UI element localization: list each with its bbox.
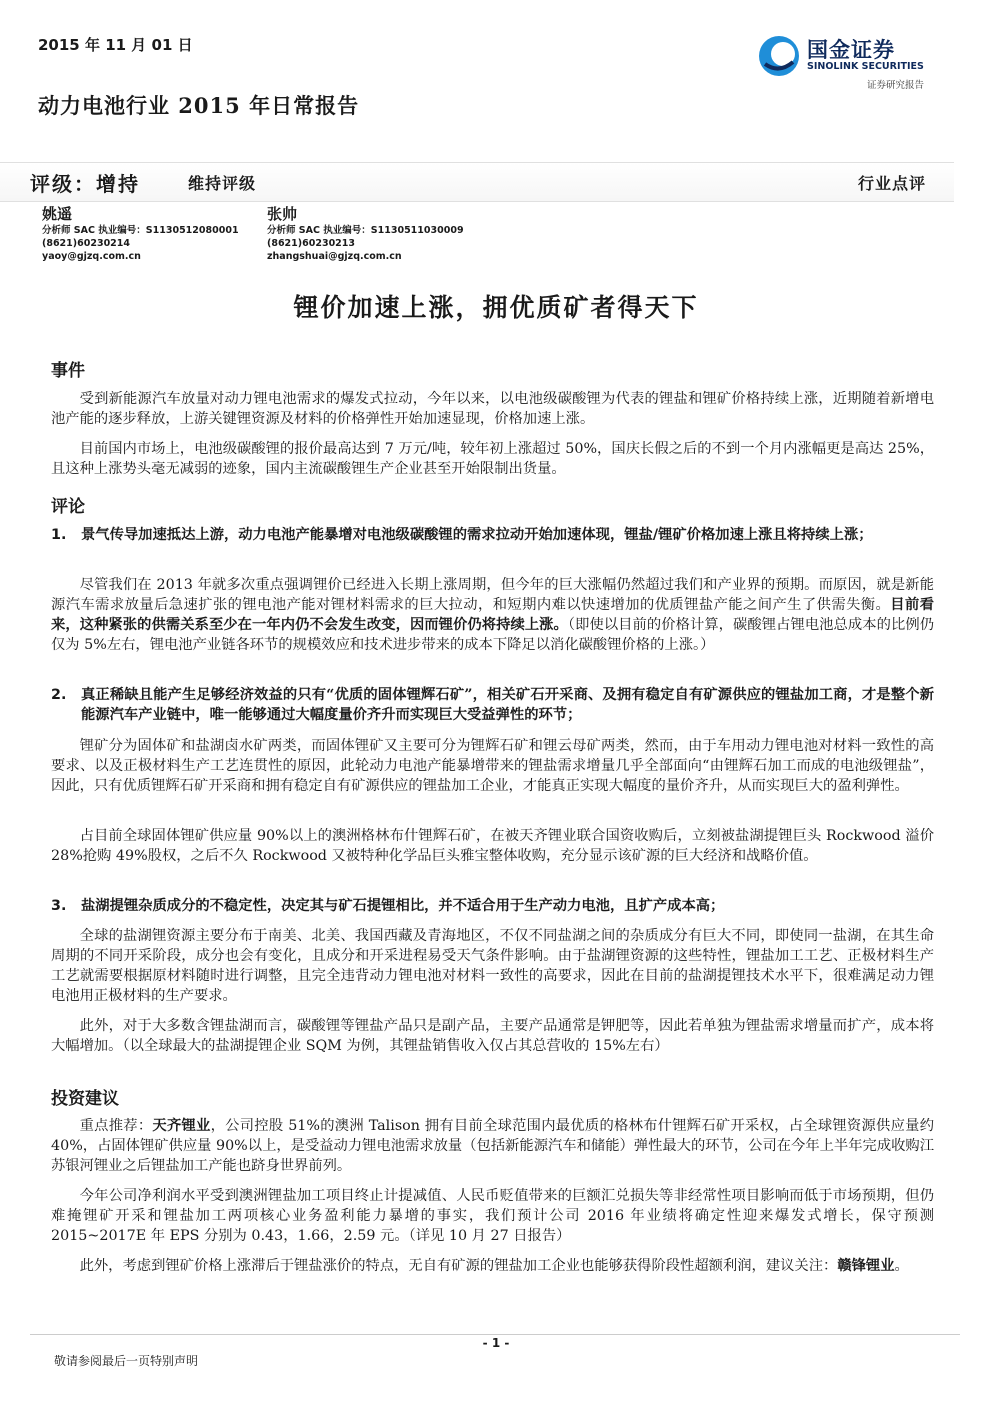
footer-disclaimer: 敬请参阅最后一页特别声明	[54, 1354, 199, 1368]
item-text: 景气传导加速抵达上游，动力电池产能暴增对电池级碳酸锂的需求拉动开始加速体现，锂盐/锂矿价格加速上涨且将持续上涨；	[81, 527, 873, 543]
rating-label: 评级：增持	[30, 172, 140, 196]
para-text: 尽管我们在 2013 年就多次重点强调锂价已经进入长期上涨周期，但今年的巨大涨幅仍然超过我们和产业界的预期。而原因，就是新能源汽车需求放量后急速扩张的锂电池产能对锂材料需求的巨大拉动，和短期内难以快速增加的优质锂盐产能之间产生了供需失衡。	[51, 577, 934, 613]
item-paragraph: 全球的盐湖锂资源主要分布于南美、北美、我国西藏及青海地区，不仅不同盐湖之间的杂质成分有巨大不同，即使同一盐湖，在其生命周期的不同开采阶段，成分也会有变化，且成分和开采进程易受天气条件影响。由于盐湖锂资源的这些特性，锂盐加工工艺、正极材料生产工艺就需要根据原材料随时进行调整，且完全违背动力锂电池对材料一致性的高要求，因此在目前的盐湖提锂技术水平下，很难满足动力锂电池用正极材料的生产要求。	[51, 928, 934, 1004]
para-emphasis: 目前看来，这种紧张的供需关系至少在一年内仍不会发生改变，因而锂价仍将持续上涨。	[51, 597, 934, 633]
item-number: 3.	[51, 898, 67, 914]
page-number: - 1 -	[482, 1336, 510, 1350]
advice-paragraph	[51, 1116, 934, 1176]
analyst-license: 分析师 SAC 执业编号：S1130512080001	[42, 225, 239, 236]
analyst-card	[267, 205, 464, 263]
comment-item	[51, 525, 934, 545]
report-headline: 锂价加速上涨，拥优质矿者得天下	[293, 293, 699, 322]
para-emphasis: 赣锋锂业	[837, 1258, 895, 1274]
event-paragraph: 受到新能源汽车放量对动力锂电池需求的爆发式拉动，今年以来，以电池级碳酸锂为代表的锂盐和锂矿价格持续上涨，近期随着新增电池产能的逐步释放，上游关键锂资源及材料的价格弹性开始加速显现，价格加速上涨。	[51, 391, 934, 427]
item-paragraph: 锂矿分为固体矿和盐湖卤水矿两类，而固体锂矿又主要可分为锂辉石矿和锂云母矿两类，然而，由于车用动力锂电池对材料一致性的高要求、以及正极材料生产工艺连贯性的原因，此轮动力电池产能暴增带来的锂盐需求增量几乎全部面向“由锂辉石加工而成的电池级锂盐”，因此，只有优质锂辉石矿开采商和拥有稳定自有矿源供应的锂盐加工企业，才能真正实现大幅度的量价齐升，从而实现巨大的盈利弹性。	[51, 738, 934, 794]
para-text: 重点推荐：	[79, 1118, 153, 1134]
item-paragraph: 占目前全球固体锂矿供应量 90%以上的澳洲格林布什锂辉石矿，在被天齐锂业联合国资收购后，立刻被盐湖提锂巨头 Rockwood 溢价 28%抢购 49%股权，之后不久 Rockwood 又被特种化学品巨头雅宝整体收购，充分显示该矿源的巨大经济和战略价值。	[51, 828, 934, 864]
report-title: 动力电池行业 2015 年日常报告	[38, 93, 360, 118]
brand-name-en: SINOLINK SECURITIES	[807, 61, 924, 72]
advice-paragraph: 今年公司净利润水平受到澳洲锂盐加工项目终止计提减值、人民币贬值带来的巨额汇兑损失等非经常性项目影响而低于市场预期，但仍难掩锂矿开采和锂盐加工两项核心业务盈利能力暴增的事实，我们预计公司 2016 年业绩将确定性迎来爆发式增长，保守预测 2015~2017E 年 EPS 分别为 0.43，1.66，2.59 元。（详见 10 月 27 日报告）	[51, 1188, 934, 1244]
report-date: 2015 年 11 月 01 日	[38, 36, 193, 54]
footer-divider	[30, 1334, 960, 1335]
rating-maintain: 维持评级	[188, 174, 257, 193]
item-text: 盐湖提锂杂质成分的不稳定性，决定其与矿石提锂相比，并不适合用于生产动力电池，且扩产成本高；	[81, 898, 725, 914]
comment-item	[51, 685, 934, 725]
para-emphasis: 天齐锂业	[152, 1118, 211, 1134]
event-paragraph: 目前国内市场上，电池级碳酸锂的报价最高达到 7 万元/吨，较年初上涨超过 50%，国庆长假之后的不到一个月内涨幅更是高达 25%，且这种上涨势头毫无减弱的迹象，国内主流碳酸锂生产企业甚至开始限制出货量。	[51, 441, 934, 477]
advice-paragraph	[51, 1256, 934, 1276]
para-text: 此外，考虑到锂矿价格上涨滞后于锂盐涨价的特点，无自有矿源的锂盐加工企业也能够获得阶段性超额利润，建议关注：	[79, 1258, 838, 1274]
item-number: 2.	[51, 687, 67, 703]
analyst-email[interactable]: zhangshuai@gjzq.com.cn	[267, 251, 402, 262]
comment-item	[51, 896, 934, 916]
item-number: 1.	[51, 527, 67, 543]
rating-bar	[0, 162, 954, 202]
para-text: 。	[894, 1258, 909, 1274]
para-text: （即使以目前的价格计算，碳酸锂占锂电池总成本的比例仍仅为 5%左右，锂电池产业链各环节的规模效应和技术进步带来的成本下降足以消化碳酸锂价格的上涨。）	[51, 617, 934, 653]
brand-mark-icon	[757, 34, 801, 78]
report-category: 行业点评	[858, 174, 927, 193]
para-text: ，公司控股 51%的澳洲 Talison 拥有目前全球范围内最优质的格林布什锂辉石矿开采权，占全球锂资源供应量约 40%，占固体锂矿供应量 90%以上，是受益动力锂电池需求放量（包括新能源汽车和储能）弹性最大的环节，公司在今年上半年完成收购江苏银河锂业之后锂盐加工产能也跻身世界前列。	[51, 1118, 935, 1174]
analyst-phone: (8621)60230213	[267, 238, 356, 249]
section-event-heading: 事件	[51, 361, 85, 381]
analyst-card	[42, 205, 239, 263]
analyst-phone: (8621)60230214	[42, 238, 131, 249]
analyst-license: 分析师 SAC 执业编号：S1130511030009	[267, 225, 464, 236]
brand-subtitle: 证券研究报告	[867, 80, 925, 91]
analyst-name: 张帅	[267, 205, 298, 223]
analyst-name: 姚遥	[42, 205, 73, 223]
brand-name-cn: 国金证券	[807, 38, 895, 62]
section-advice-heading: 投资建议	[51, 1089, 119, 1109]
brand-logo	[757, 32, 947, 92]
item-paragraph	[51, 575, 934, 655]
item-text: 真正稀缺且能产生足够经济效益的只有“优质的固体锂辉石矿”，相关矿石开采商、及拥有稳定自有矿源供应的锂盐加工商，才是整个新能源汽车产业链中，唯一能够通过大幅度量价齐升而实现巨大受益弹性的环节；	[81, 687, 934, 723]
section-comment-heading: 评论	[51, 497, 85, 517]
analyst-email[interactable]: yaoy@gjzq.com.cn	[42, 251, 141, 262]
item-paragraph: 此外，对于大多数含锂盐湖而言，碳酸锂等锂盐产品只是副产品，主要产品通常是钾肥等，因此若单独为锂盐需求增量而扩产，成本将大幅增加。（以全球最大的盐湖提锂企业 SQM 为例，其锂盐销售收入仅占其总营收的 15%左右）	[51, 1018, 934, 1054]
